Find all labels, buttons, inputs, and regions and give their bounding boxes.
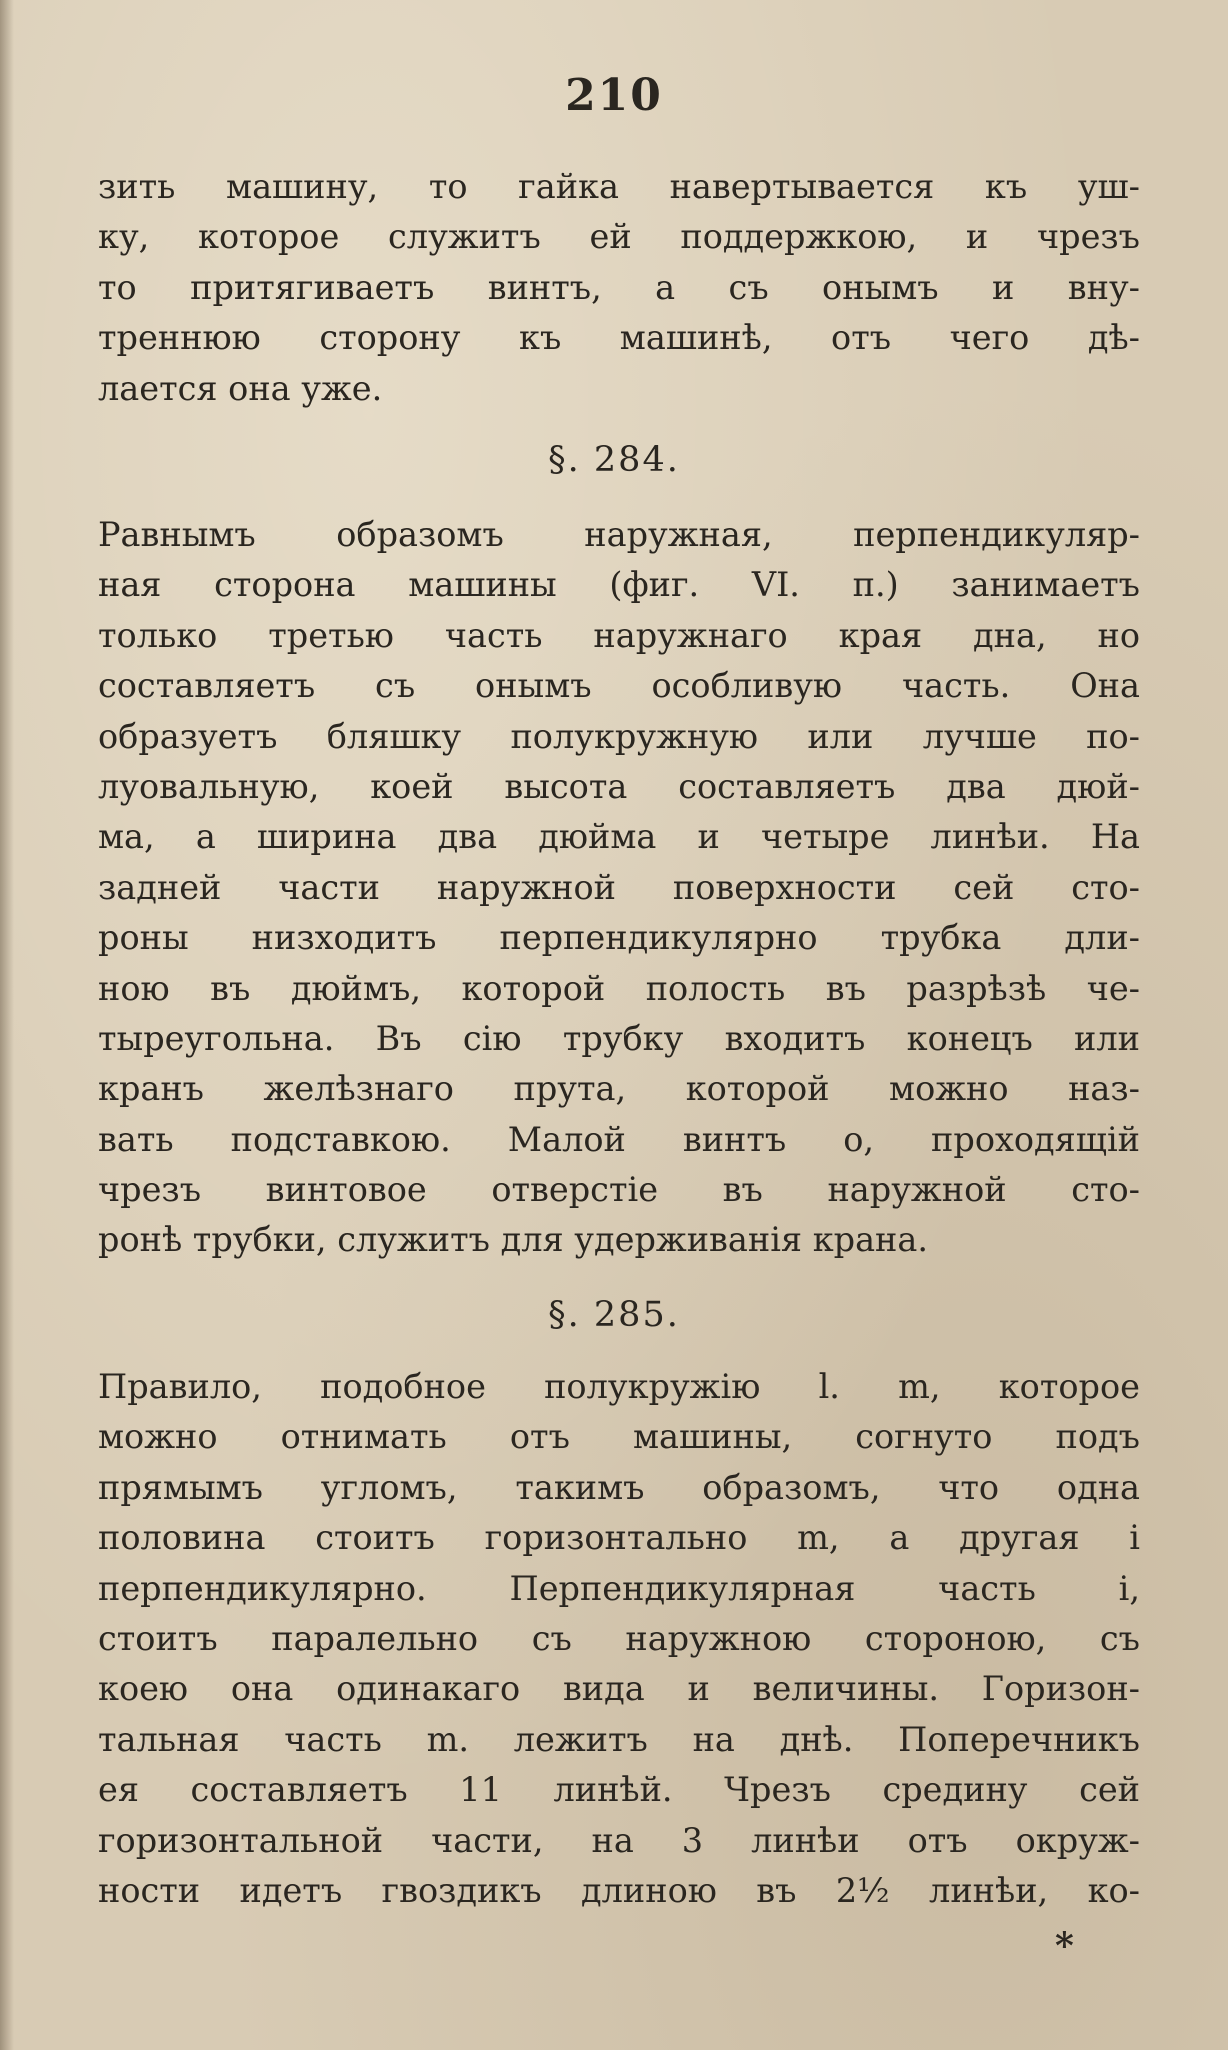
text-line: ма, а ширина два дюйма и четыре линѣи. На [98, 817, 1140, 857]
text-line: задней части наружной поверхности сей сто- [98, 867, 1140, 907]
text-line: чрезъ винтовое отверстіе въ наружной сто- [98, 1170, 1140, 1210]
paragraph-284 [98, 510, 1140, 1266]
text-line: то притягиваетъ винтъ, а съ онымъ и вну- [98, 267, 1140, 307]
text-line: тыреугольна. Въ сію трубку входитъ конецъ или [98, 1018, 1140, 1058]
text-line: ея составляетъ 11 линѣй. Чрезъ средину сей [98, 1770, 1140, 1810]
text-line: горизонтальной части, на 3 линѣи отъ окруж- [98, 1820, 1140, 1860]
text-line: стоитъ паралельно съ наружною стороною, съ [98, 1618, 1140, 1658]
text-line: можно отнимать отъ машины, согнуто подъ [98, 1417, 1140, 1457]
text-line: треннюю сторону къ машинѣ, отъ чего дѣ- [98, 318, 1140, 358]
text-line: прямымъ угломъ, такимъ образомъ, что одна [98, 1467, 1140, 1507]
paragraph-continuation [98, 162, 1140, 414]
text-line: перпендикулярно. Перпендикулярная часть і, [98, 1568, 1140, 1608]
text-line: зить машину, то гайка навертывается къ уш- [98, 167, 1140, 206]
paragraph-285 [98, 1362, 1140, 1916]
text-line: образуетъ бляшку полукружную или лучше по- [98, 716, 1140, 756]
page-gutter-shadow [0, 0, 14, 2050]
text-line: Правило, подобное полукружію l. m, которое [98, 1367, 1140, 1406]
section-heading-285: §. 285. [548, 1295, 680, 1335]
text-line: ку, которое служитъ ей поддержкою, и чрезъ [98, 217, 1140, 257]
text-line: ная сторона машины (фиг. VI. п.) занимаетъ [98, 565, 1140, 605]
text-line: кранъ желѣзнаго прута, которой можно наз- [98, 1069, 1140, 1109]
text-line: луовальную, коей высота составляетъ два дюй- [98, 766, 1140, 806]
text-line: роны низходитъ перпендикулярно трубка дли- [98, 918, 1140, 958]
text-line: вать подставкою. Малой винтъ о, проходящій [98, 1119, 1140, 1159]
text-line: ности идетъ гвоздикъ длиною въ 2½ линѣи, ко- [98, 1870, 1140, 1910]
section-heading-284: §. 284. [548, 440, 680, 480]
text-line: ною въ дюймъ, которой полость въ разрѣзѣ че- [98, 968, 1140, 1008]
text-line: коею она одинакаго вида и величины. Горизон- [98, 1669, 1140, 1709]
page-number: 210 [565, 70, 663, 121]
text-line: половина стоитъ горизонтально m, а другая і [98, 1518, 1140, 1558]
catchword-mark: * [1055, 1925, 1074, 1967]
text-line: Равнымъ образомъ наружная, перпендикуляр- [98, 515, 1140, 554]
text-line: составляетъ съ онымъ особливую часть. Она [98, 666, 1140, 706]
text-line: ронѣ трубки, служитъ для удерживанія крана. [98, 1220, 929, 1260]
text-line: тальная часть m. лежитъ на днѣ. Поперечникъ [98, 1719, 1140, 1759]
text-line: лается она уже. [98, 368, 383, 408]
text-line: только третью часть наружнаго края дна, но [98, 615, 1140, 655]
